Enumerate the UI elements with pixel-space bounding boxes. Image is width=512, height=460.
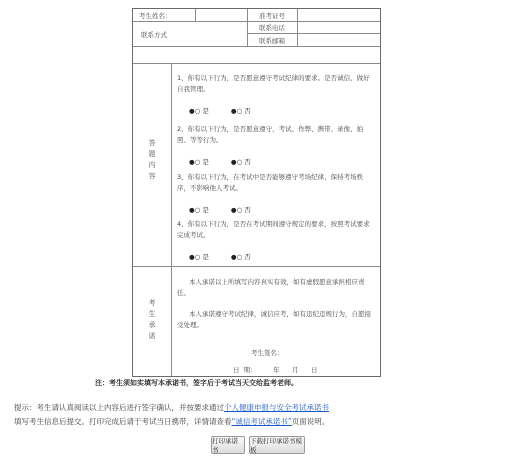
answer-section-label: 答题内容 — [148, 139, 156, 183]
option-no[interactable]: ●○ 否 — [230, 158, 251, 166]
print-commitment-button[interactable]: 打印承诺书 — [211, 436, 245, 454]
option-no[interactable]: ●○ 否 — [230, 253, 251, 261]
question-1-options — [189, 106, 271, 115]
date-label: 日 期： 年 月 日 — [233, 365, 318, 374]
commitment-paragraph-2: 本人承诺遵守考试纪律，诚信应考，如有违纪违规行为，自愿接受处理。 — [177, 310, 371, 329]
exam-number-label: 准考证号 — [259, 11, 285, 20]
intro-line-2: 填写考生信息后提交。打印完成后请于考试当日携带，详情请查看“诚信考试承诺书”页面说明。 — [14, 417, 330, 426]
health-declaration-link[interactable]: 个人健康申报与安全考试承诺书 — [224, 403, 329, 412]
commitment-paragraph-1: 本人承诺以上所填写内容真实有效，如有虚假愿意承担相应责任。 — [177, 278, 365, 297]
question-3: 3、你有以下行为，在考试中是否能够遵守考场纪律，保持考场秩序，不影响他人考试。 — [177, 173, 364, 192]
option-no[interactable]: ●○ 否 — [230, 206, 251, 214]
form-footnote: 注：考生须如实填写本承诺书，签字后于考试当天交给监考老师。 — [95, 379, 298, 387]
question-1: 1、你有以下行为，是否愿意遵守考试纪律的要求。是否诚信，做好自我管理。 — [177, 74, 370, 93]
download-template-button[interactable]: 下载打印承诺书模板 — [249, 436, 305, 454]
phone-label: 联系电话 — [259, 24, 285, 32]
integrity-commitment-link[interactable]: “诚信考试承诺书” — [231, 417, 292, 426]
name-label: 考生姓名： — [139, 11, 172, 20]
intro-line-1: 提示：考生请认真阅读以上内容后进行签字确认，并按要求通过个人健康申报与安全考试承诺书 — [14, 403, 329, 412]
commitment-section-label: 考生承诺 — [148, 299, 156, 343]
question-4-options — [189, 252, 271, 261]
option-yes[interactable]: ●○ 是 — [189, 253, 209, 261]
question-4: 4、你有以下行为，是否在考试期间遵守规定的要求，按照考试要求完成考试。 — [177, 220, 370, 239]
signature-label: 考生签名： — [251, 348, 284, 357]
question-2: 2、你有以下行为，是否愿意遵守，考试、作弊、携带、录像、拍照、等等行为。 — [177, 125, 364, 144]
option-no[interactable]: ●○ 否 — [230, 107, 251, 115]
option-yes[interactable]: ●○ 是 — [189, 206, 209, 214]
email-label: 联系邮箱 — [259, 36, 285, 45]
commitment-form — [132, 8, 381, 377]
contact-method-label: 联系方式 — [141, 30, 167, 39]
question-3-options — [189, 205, 271, 214]
question-2-options — [189, 157, 271, 166]
option-yes[interactable]: ●○ 是 — [189, 107, 209, 115]
option-yes[interactable]: ●○ 是 — [189, 158, 209, 166]
